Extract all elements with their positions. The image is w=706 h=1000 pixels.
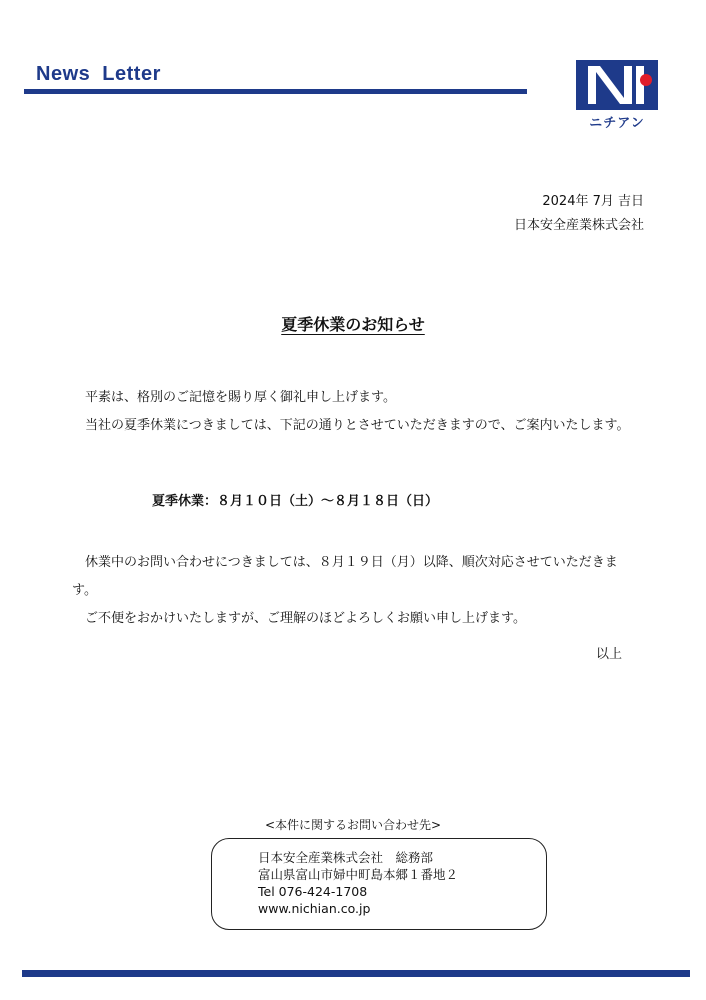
closing-mark: 以上 (595, 647, 622, 662)
contact-address: 富山県富山市婦中町島本郷１番地２ (258, 867, 459, 882)
inquiry-paragraph: 休業中のお問い合わせにつきましては、８月１９日（月）以降、順次対応させていただきます。 (72, 555, 618, 598)
holiday-period: 夏季休業：８月１０日（土）～８月１８日（日） (152, 494, 439, 509)
company-name: 日本安全産業株式会社 (513, 218, 644, 233)
document-title: 夏季休業のお知らせ (281, 315, 425, 334)
header-rule (24, 89, 527, 94)
apology-paragraph: ご不便をおかけいたしますが、ご理解のほどよろしくお願い申し上げます。 (85, 611, 526, 626)
intro-paragraph: 当社の夏季休業につきましては、下記の通りとさせていただきますので、ご案内いたします。 (85, 418, 630, 433)
contact-caption: <本件に関するお問い合わせ先> (264, 818, 442, 832)
logo-text: ニチアン (589, 116, 645, 131)
contact-details (258, 849, 458, 917)
newsletter-title: News Letter (36, 63, 161, 85)
issue-date: 2024年 7月 吉日 (542, 194, 644, 209)
contact-company: 日本安全産業株式会社 総務部 (258, 850, 434, 865)
logo-red-dot (640, 74, 652, 86)
contact-tel: Tel 076-424-1708 (258, 884, 368, 899)
footer-rule (22, 970, 690, 977)
contact-url[interactable]: www.nichian.co.jp (258, 901, 371, 916)
greeting-paragraph: 平素は、格別のご記憶を賜り厚く御礼申し上げます。 (85, 390, 396, 405)
